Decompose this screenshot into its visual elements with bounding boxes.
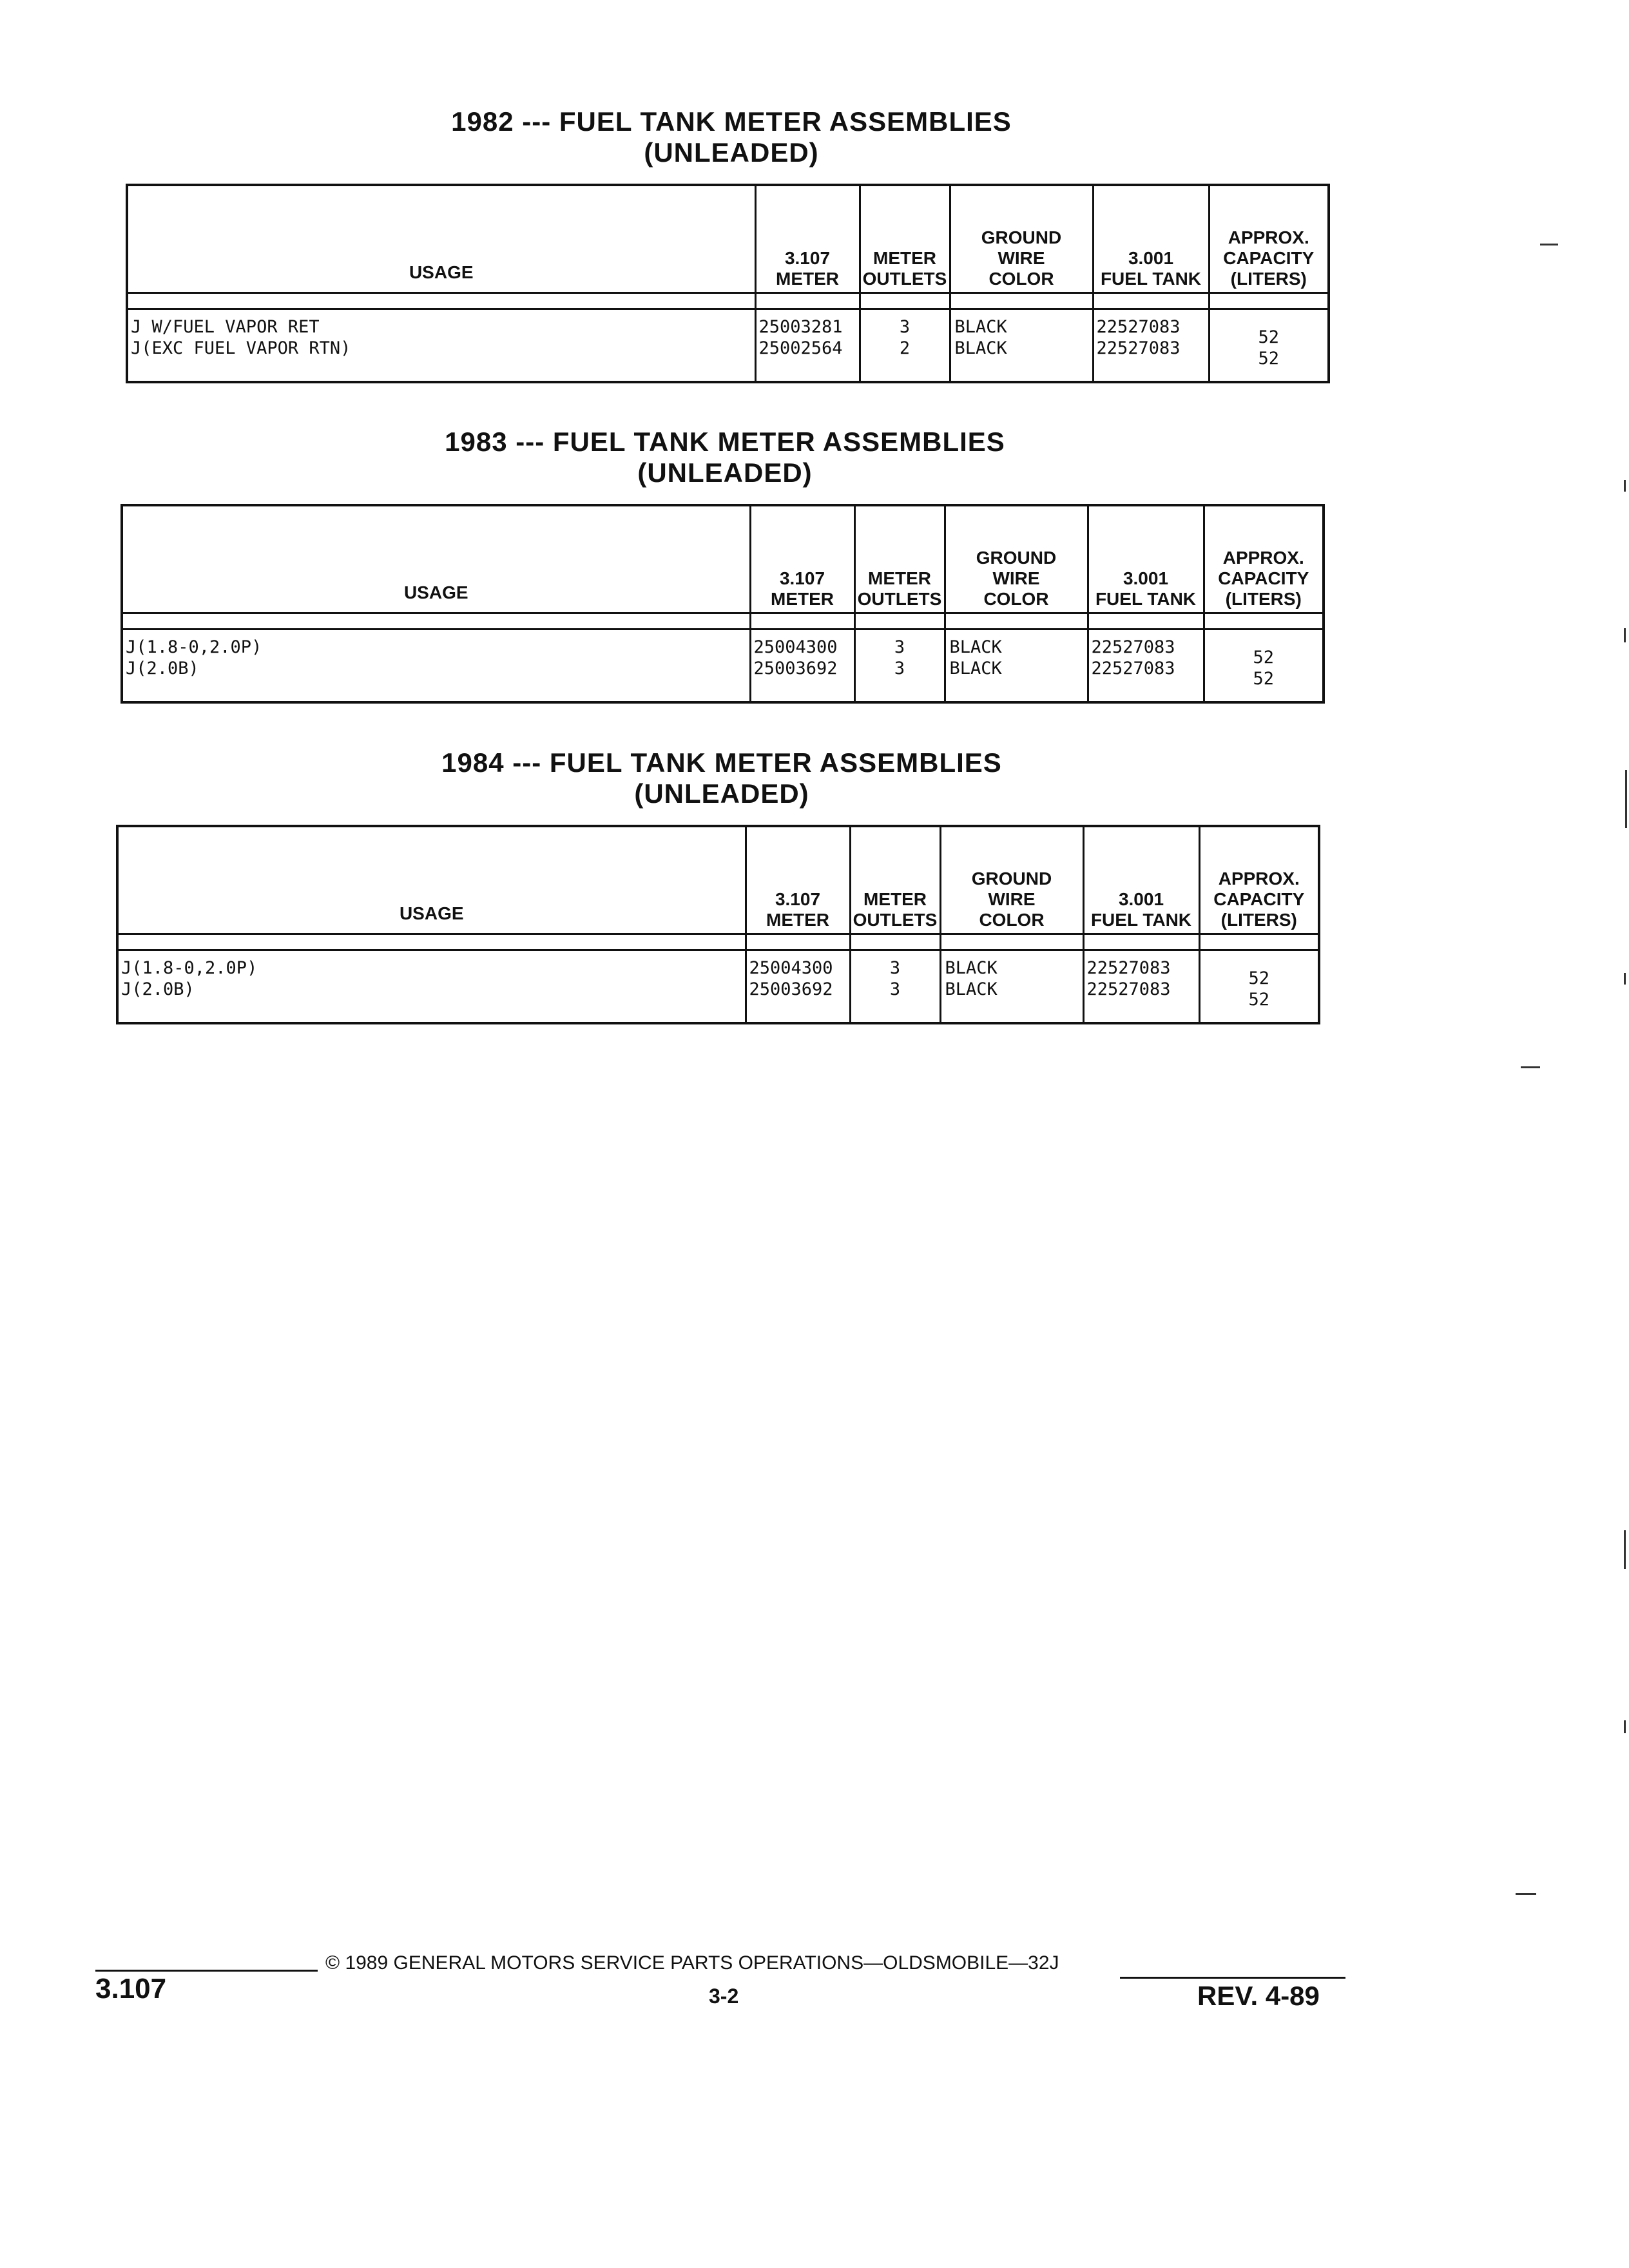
meter-table-1984	[116, 825, 1320, 1024]
margin-mark	[1521, 1066, 1540, 1068]
header-row	[117, 826, 1319, 934]
spacer-row	[127, 293, 1329, 309]
section-title-line2: (UNLEADED)	[637, 457, 813, 488]
usage-header: USAGE	[127, 185, 755, 293]
usage-cell: J(1.8-0,2.0P) J(2.0B)	[122, 629, 750, 703]
meter-cell: 25004300 25003692	[750, 629, 854, 703]
usage-cell: J(1.8-0,2.0P) J(2.0B)	[117, 950, 746, 1024]
footer-rule-right	[1120, 1977, 1345, 1979]
section-title-line1: 1983 --- FUEL TANK METER ASSEMBLIES	[445, 427, 1005, 457]
meter-header: 3.107 METER	[750, 505, 854, 613]
margin-mark	[1624, 628, 1626, 642]
meter-header: 3.107 METER	[755, 185, 860, 293]
section-title	[361, 106, 1102, 168]
color-header: GROUND WIRE COLOR	[945, 505, 1088, 613]
footer-copyright: © 1989 GENERAL MOTORS SERVICE PARTS OPERATIONS—OLDSMOBILE—32J	[325, 1952, 1059, 1974]
outlets-header: METER OUTLETS	[854, 505, 945, 613]
outlets-header: METER OUTLETS	[860, 185, 950, 293]
margin-mark	[1625, 770, 1627, 828]
usage-cell: J W/FUEL VAPOR RET J(EXC FUEL VAPOR RTN)	[127, 309, 755, 383]
color-cell: BLACK BLACK	[945, 629, 1088, 703]
capacity-cell: 52 52	[1209, 309, 1329, 383]
color-header: GROUND WIRE COLOR	[940, 826, 1083, 934]
footer-page-number: 3-2	[709, 1984, 739, 2008]
section-title-line2: (UNLEADED)	[644, 137, 819, 168]
meter-header: 3.107 METER	[746, 826, 850, 934]
section-title-line1: 1984 --- FUEL TANK METER ASSEMBLIES	[441, 747, 1002, 778]
header-row	[127, 185, 1329, 293]
footer-section-number: 3.107	[95, 1973, 167, 2004]
spacer-row	[117, 934, 1319, 950]
margin-mark	[1624, 480, 1626, 492]
tank-header: 3.001 FUEL TANK	[1083, 826, 1199, 934]
margin-mark	[1624, 973, 1626, 985]
meter-table-1982	[126, 184, 1330, 383]
tank-header: 3.001 FUEL TANK	[1088, 505, 1204, 613]
margin-mark	[1624, 1720, 1626, 1733]
margin-mark	[1516, 1893, 1536, 1895]
meter-cell: 25003281 25002564	[755, 309, 860, 383]
tank-cell: 22527083 22527083	[1093, 309, 1209, 383]
section-title	[351, 747, 1092, 809]
table-row	[122, 629, 1324, 703]
meter-table-1983	[120, 504, 1325, 704]
tank-cell: 22527083 22527083	[1088, 629, 1204, 703]
outlets-header: METER OUTLETS	[850, 826, 940, 934]
usage-header: USAGE	[117, 826, 746, 934]
tank-cell: 22527083 22527083	[1083, 950, 1199, 1024]
table-row	[117, 950, 1319, 1024]
meter-cell: 25004300 25003692	[746, 950, 850, 1024]
section-title	[354, 427, 1095, 488]
table-row	[127, 309, 1329, 383]
usage-header: USAGE	[122, 505, 750, 613]
header-row	[122, 505, 1324, 613]
color-cell: BLACK BLACK	[950, 309, 1093, 383]
capacity-cell: 52 52	[1199, 950, 1319, 1024]
tank-header: 3.001 FUEL TANK	[1093, 185, 1209, 293]
footer-rule-left	[95, 1970, 318, 1972]
outlets-cell: 3 3	[854, 629, 945, 703]
outlets-cell: 3 2	[860, 309, 950, 383]
section-title-line1: 1982 --- FUEL TANK METER ASSEMBLIES	[451, 106, 1012, 137]
color-cell: BLACK BLACK	[940, 950, 1083, 1024]
margin-mark	[1540, 244, 1558, 245]
capacity-header: APPROX. CAPACITY (LITERS)	[1204, 505, 1324, 613]
spacer-row	[122, 613, 1324, 629]
capacity-header: APPROX. CAPACITY (LITERS)	[1199, 826, 1319, 934]
section-title-line2: (UNLEADED)	[634, 778, 809, 809]
footer-revision: REV. 4-89	[1197, 1981, 1320, 2011]
margin-mark	[1624, 1530, 1626, 1569]
outlets-cell: 3 3	[850, 950, 940, 1024]
capacity-header: APPROX. CAPACITY (LITERS)	[1209, 185, 1329, 293]
capacity-cell: 52 52	[1204, 629, 1324, 703]
color-header: GROUND WIRE COLOR	[950, 185, 1093, 293]
